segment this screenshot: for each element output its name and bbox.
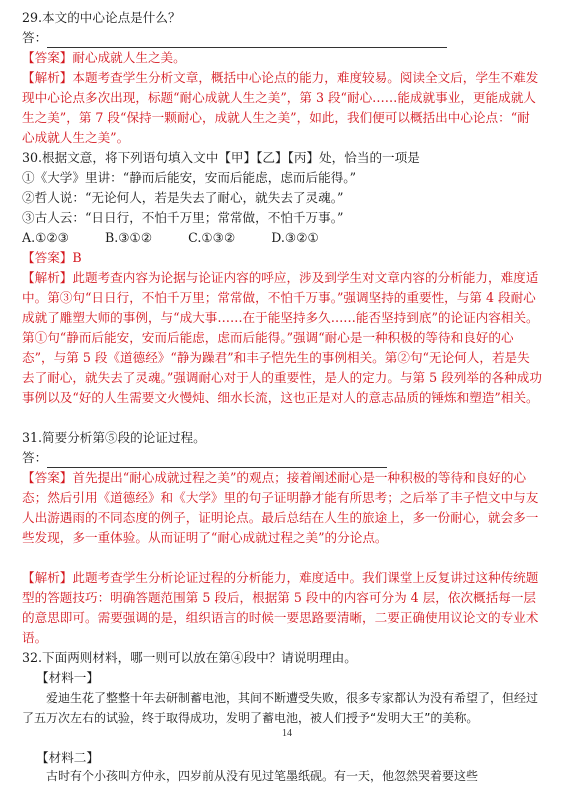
answer-30: 【答案】B xyxy=(22,250,82,265)
material-2-text: 古时有个小孩叫方仲永，四岁前从没有见过笔墨纸砚。有一天，他忽然哭着要这些 xyxy=(46,769,479,783)
option-2: ②哲人说：“无论何人，若是失去了耐心，就失去了灵魂。” xyxy=(22,190,344,205)
answer-31: 【答案】首先提出“耐心成就过程之美”的观点；接着阐述耐心是一种积极的等待和良好的心态；然后引用《道德经》和《大学》里的句子证明静才能有所思考；之后举了丰子恺文中与友人出游遇雨的不同态度的例子，证明论点。最后总结在人生的旅途上，多一份耐心，就会多一些发现，多一重体验。从而证明了“耐心成就过程之美”的分论点。 xyxy=(22,470,539,545)
choice-c: C.①③② xyxy=(188,230,236,245)
answer-prefix: 答： xyxy=(22,450,48,465)
option-3: ③古人云：“日日行，不怕千万里；常常做，不怕千万事。” xyxy=(22,210,344,225)
material-1-title: 【材料一】 xyxy=(36,670,99,685)
analysis-29: 【解析】本题考查学生分析文章，概括中心论点的能力，难度较易。阅读全文后，学生不难发现中心论点多次出现，标题“耐心成就人生之美”，第 3 段“耐心……能成就事业，更能成就人生之美”，第 7 段“保持一颗耐心，成就人生之美”，如此，我们便可以概括出中心论点：“耐心成就人生之美”。 xyxy=(22,70,539,145)
answer-29: 【答案】耐心成就人生之美。 xyxy=(22,50,186,65)
answer-blank xyxy=(47,33,447,48)
choice-b: B.③①② xyxy=(105,230,153,245)
answer-line-31 xyxy=(22,448,387,468)
answer-line-29 xyxy=(22,28,447,48)
question-30: 30.根据文意，将下列语句填入文中【甲】【乙】【丙】处，恰当的一项是 xyxy=(22,150,420,165)
question-31: 31.简要分析第⑤段的论证过程。 xyxy=(22,430,206,445)
material-2-title: 【材料二】 xyxy=(36,750,99,765)
analysis-31: 【解析】此题考查学生分析论证过程的分析能力，难度适中。我们课堂上反复讲过这种传统题型的答题技巧：明确答题范围第 5 段后，根据第 5 段中的内容可分为 4 层，依次概括每一层的意思即可。需要强调的是，组织语言的时候一要思路要清晰，二要正确使用议论文的专业术语。 xyxy=(22,570,539,645)
option-1: ①《大学》里讲：“静而后能安，安而后能虑，虑而后能得。” xyxy=(22,170,357,185)
choice-d: D.③②① xyxy=(271,230,319,245)
answer-prefix: 答： xyxy=(22,30,48,45)
page-number: 14 xyxy=(282,728,292,739)
analysis-30: 【解析】此题考查内容为论据与论证内容的呼应，涉及到学生对文章内容的分析能力，难度适中。第③句“日日行，不怕千万里；常常做，不怕千万事。”强调坚持的重要性，与第 4 段耐心成就了雕塑大师的事例，与“成大事……在于能坚持多久……能否坚持到底”的论证内容相关。第①句“静而后能安，安而后能虑，虑而后能得。”强调“耐心是一种积极的等待和良好的心态”，与第 5 段《道德经》“静为躁君”和丰子恺先生的事例相关。第②句“无论何人，若是失去了耐心，就失去了灵魂。”强调耐心对于人的重要性，是人的定力。与第 5 段列举的各种成功事例以及“好的人生需要文火慢炖、细水长流，这也正是对人的意志品质的锤炼和塑造”相关。 xyxy=(22,270,542,405)
question-32: 32.下面两则材料，哪一则可以放在第④段中？请说明理由。 xyxy=(22,650,357,665)
choices-30 xyxy=(22,228,319,248)
material-1-text: 爱迪生花了整整十年去研制蓄电池，其间不断遭受失败，很多专家都认为没有希望了，但经过了五万次左右的试验，终于取得成功，发明了蓄电池，被人们授予“发明大王”的美称。 xyxy=(22,691,539,725)
question-29: 29.本文的中心论点是什么？ xyxy=(22,10,181,25)
answer-blank xyxy=(47,453,387,468)
choice-a: A.①②③ xyxy=(22,230,69,245)
